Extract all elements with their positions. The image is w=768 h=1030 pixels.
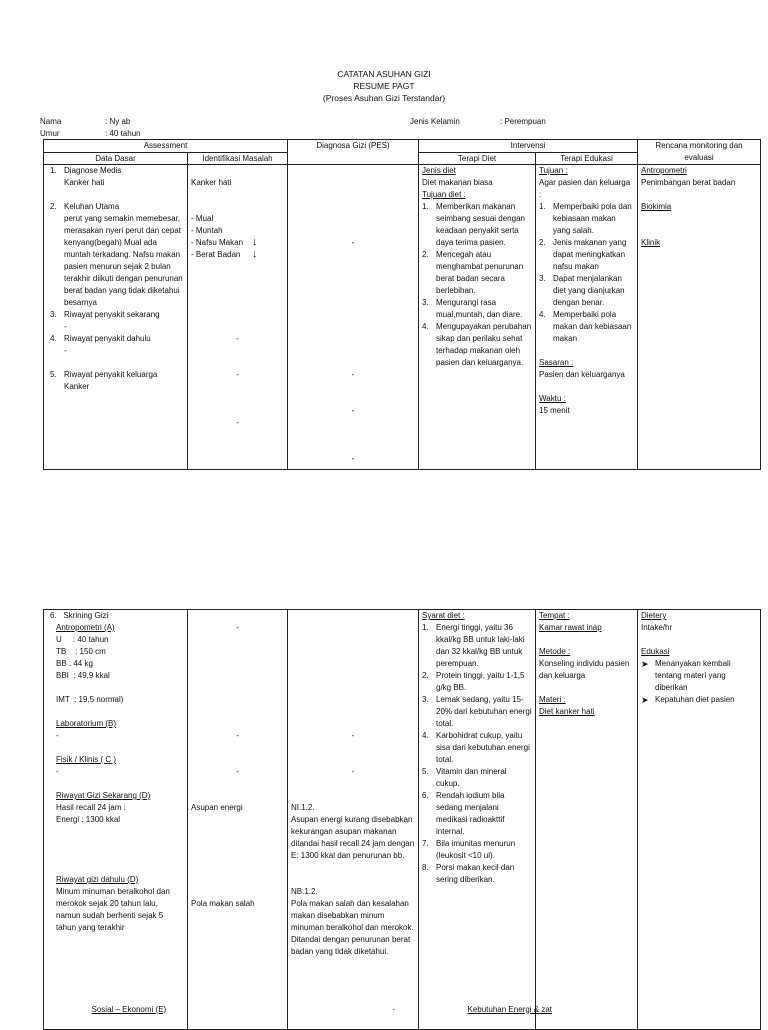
diagnosa-dash: - [351,767,355,776]
laboratorium-label: Laboratorium (B) [56,719,117,728]
rencana-cell-2 [638,610,761,1030]
fisik-klinis-label: Fisik / Klinis ( C ) [56,755,116,764]
terapi-edukasi-cell [536,165,638,470]
identifikasi-cell-2 [188,610,288,1030]
data-dasar-item: 5. Riwayat penyakit keluarga Kanker [50,370,158,391]
antro-row: TB : 150 cm [56,647,106,656]
metode-label: Metode : [539,647,571,656]
identifikasi-cell [188,165,288,470]
identifikasi-dash: - [236,767,239,776]
jenis-kelamin-value: : Perempuan [500,117,546,126]
arrow-down-icon: ↓ [252,248,258,260]
tujuan-text: Agar pasien dan keluarga : [539,178,631,199]
asuhan-table-2 [43,609,761,1030]
riwayat-gizi-dahulu-label: Riwayat gizi dahulu (D) [56,875,139,884]
antropometri-text: Penimbangan berat badan [641,178,736,187]
diagnosa-dash: - [351,406,355,415]
tujuan-item: 1. Memperbaiki pola dan kebiasaan makan yang salah. [539,202,632,235]
tujuan-diet-item: 2. Mencegah atau menghambat penurunan berat badan secara berlebihan. [422,250,524,295]
arrow-down-icon: ↓ [252,236,258,248]
tujuan-diet-item: 1. Memberikan makanan seimbang sesuai dengan keadaan penyakit serta daya terima pasien. [422,202,525,247]
data-dasar-cell [44,165,188,470]
asuhan-table-1 [43,139,761,470]
waktu-label: Waktu : [539,394,566,403]
identifikasi-dash: - [236,623,239,632]
identifikasi-asupan: Asupan energi [191,803,243,812]
identifikasi-dash: - [236,731,239,740]
tempat-text: Kamar rawat inap [539,623,602,632]
identifikasi-kanker: Kanker hati [191,178,232,187]
tujuan-item: 2. Jenis makanan yang dapat meningkatkan nafsu makan [539,238,627,271]
data-dasar-item: 1. Diagnose Medis Kanker hati [50,166,122,187]
identifikasi-nafsu: - Nafsu Makan [191,238,244,247]
tujuan-diet-item: 4. Mengupayakan perubahan sikap dan perilaku sehat terhadap makanan oleh pasien dan keluarganya. [422,322,532,367]
laboratorium-value: - [56,731,59,740]
syarat-item: 8. Porsi makan kecil dan sering diberikan. [422,863,515,884]
syarat-item: 4. Karbohidrat cukup, yaitu sisa dari kebutuhan energi total. [422,731,530,764]
edukasi-item: ➤ Menanyakan kembali tentang materi yang diberikan [641,659,731,692]
identifikasi-muntah: - Muntah [191,226,223,235]
edukasi-label: Edukasi [641,647,670,656]
syarat-item: 1. Energi tinggi, yaitu 36 kkal/kg BB untuk laki-laki dan 32 kkal/kg BB untuk perempuan. [422,623,525,668]
waktu-text: 15 menit [539,406,570,415]
antro-row: U : 40 tahun [56,635,109,644]
diagnosa-dash: - [392,1004,396,1014]
arrow-bullet-icon: ➤ [641,695,649,705]
header-data-dasar: Data Dasar [44,152,188,165]
sasaran-label: Sasaran : [539,358,574,367]
data-dasar-item: 4. Riwayat penyakit dahulu - [50,334,151,355]
syarat-item: 6. Rendah iodium bila sedang menjalani medikasi radioakttif internal. [422,791,505,836]
tempat-label: Tempat : [539,611,570,620]
header-assessment: Assessment [44,140,288,153]
diagnosa-ni-text: Asupan energi kurang disebabkan kekurangan asupan makanan ditandai hasil recall 24 jam dengan E: 1300 kkal dan penurunan bb. [291,815,415,860]
terapi-edukasi-cell-2 [536,610,638,1030]
rencana-cell [638,165,761,470]
tujuan-item: 4. Memperbaiki pola makan dan kebiasaan makan [539,310,632,343]
riwayat-gizi-sekarang-text: Hasil recall 24 jam : Energi : 1300 kkal [56,803,126,824]
identifikasi-dash: - [236,418,239,427]
jenis-diet-value: Diet makanan biasa [422,178,493,187]
umur-label: Umur [40,129,60,138]
umur-value: : 40 tahun [105,129,141,138]
sosial-ekonomi-label: Sosial – Ekonomi (E) [91,1004,167,1014]
kebutuhan-energi-label: Kebutuhan Energi & zat [467,1004,553,1014]
tujuan-item: 3. Dapat menjalankan diet yang dianjurkan dengan benar. [539,274,625,307]
antropometri-label: Antropometri (A) [56,623,115,632]
terapi-diet-cell [419,165,536,470]
syarat-item: 2. Protein tinggi, yaitu 1-1,5 g/kg BB. [422,671,525,692]
header-rencana: Rencana monitoring dan evaluasi [638,140,761,165]
jenis-kelamin-label: Jenis Kelamin [410,117,460,126]
syarat-item: 3. Lemak sedang, yaitu 15- 20% dari kebutuhan energi total. [422,695,532,728]
header-diagnosa: Diagnosa Gizi (PES) [288,140,419,165]
identifikasi-mual: - Mual [191,214,214,223]
metode-text: Konseling individu pasien dan keluarga [539,659,630,680]
klinik-label: Klinik [641,238,661,247]
nama-value: : Ny ab [105,117,131,126]
materi-label: Materi : [539,695,566,704]
antro-row: BBI : 49,9 kkal [56,671,110,680]
diagnosa-dash: - [351,454,355,463]
syarat-diet-label: Syarat diet : [422,611,465,620]
identifikasi-dash: - [236,334,239,343]
antro-row: BB : 44 kg [56,659,93,668]
syarat-item: 5. Vitamin dan mineral cukup. [422,767,507,788]
biokimia-label: Biokimia [641,202,672,211]
diagnosa-ni-code: NI.1.2. [291,803,315,812]
imt-value: IMT : 19,5 normal) [56,695,124,704]
document-subtitle-2: (Proses Asuhan Gizi Terstandar) [322,93,446,103]
syarat-item: 7. Bila imunitas menurun (leukosit <10 ul). [422,839,516,860]
diagnosa-cell-2 [288,610,419,1030]
identifikasi-pola: Pola makan salah [191,899,255,908]
dietery-text: Intake/hr [641,623,673,632]
diagnosa-nb-text: Pola makan salah dan kesalahan makan disebabkan minum minuman beralkohol dan merokok. Ditandai dengan penurunan berat badan yang tidak diketahui. [291,899,414,956]
data-dasar-item: 3. Riwayat penyakit sekarang - [50,310,160,331]
data-dasar-item: 2. Keluhan Utama perut yang semakin memebesar, merasakan nyeri perut dan cepat kenyang(begah) Mual ada muntah terkadang. Nafsu makan pasien menurun sejak 2 bulan terakhir diikuti dengan penurunan berat badan yang tidak diketahui besarnya [50,202,183,307]
arrow-bullet-icon: ➤ [641,659,649,669]
edukasi-item: ➤ Kepatuhan diet pasien [641,695,735,705]
riwayat-gizi-sekarang-label: Riwayat Gizi Sekarang (D) [56,791,151,800]
identifikasi-dash: - [236,370,239,379]
document-subtitle: RESUME PAGT [353,81,415,91]
tujuan-diet-label: Tujuan diet : [422,190,466,199]
diagnosa-dash: - [351,370,355,379]
nama-label: Nama [40,117,62,126]
data-dasar-cell-2 [44,610,188,1030]
diagnosa-dash: - [351,238,355,247]
dietery-label: Dietery [641,611,667,620]
header-identifikasi: Identifikasi Masalah [188,152,288,165]
skrining-gizi: 6. Skrining Gizi [50,611,109,620]
diagnosa-cell [288,165,419,470]
header-terapi-diet: Terapi Diet [419,152,536,165]
identifikasi-berat-badan: - Berat Badan [191,250,241,259]
header-terapi-edukasi: Terapi Edukasi [536,152,638,165]
diagnosa-dash: - [351,731,355,740]
header-intervensi: Intervensi [419,140,638,153]
materi-text: Diet kanker hati [539,707,595,716]
diagnosa-nb-code: NB.1.2. [291,887,318,896]
sasaran-text: Pasien dan keluarganya [539,370,625,379]
tujuan-diet-item: 3. Mengurangi rasa mual,muntah, dan diare. [422,298,523,319]
tujuan-label: Tujuan : [539,166,568,175]
fisik-klinis-value: - [56,767,59,776]
jenis-diet-label: Jenis diet [422,166,456,175]
antropometri-label: Antropometri [641,166,687,175]
riwayat-gizi-dahulu-text: Minum minuman beralkohol dan merokok sejak 20 tahun lalu, namun sudah berhenti sejak 5 tahun yang terakhir [56,887,170,932]
document-title: CATATAN ASUHAN GIZI [337,69,431,79]
